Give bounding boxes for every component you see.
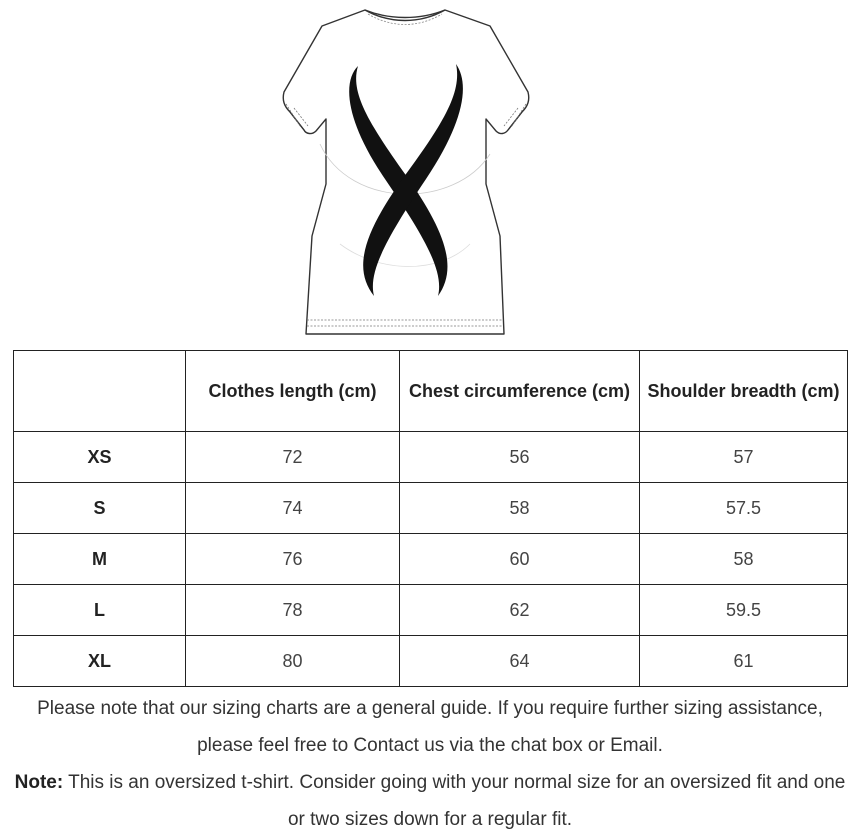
- chest-value: 56: [400, 432, 640, 483]
- size-label: L: [14, 585, 186, 636]
- table-row: [14, 432, 848, 483]
- table-row: [14, 483, 848, 534]
- table-header-row: [14, 351, 848, 432]
- header-shoulder-breadth: Shoulder breadth (cm): [640, 351, 848, 432]
- size-label: XL: [14, 636, 186, 687]
- shoulder-value: 57: [640, 432, 848, 483]
- header-size: [14, 351, 186, 432]
- size-label: M: [14, 534, 186, 585]
- header-clothes-length: Clothes length (cm): [186, 351, 400, 432]
- chest-value: 58: [400, 483, 640, 534]
- shoulder-value: 61: [640, 636, 848, 687]
- shoulder-value: 58: [640, 534, 848, 585]
- t-shirt-back-icon: [240, 4, 570, 344]
- table-row: [14, 585, 848, 636]
- general-sizing-note: Please note that our sizing charts are a general guide. If you require further sizing assistance, please feel free to Contact us via the chat box or Email.: [37, 698, 823, 756]
- note-label: Note:: [14, 772, 64, 793]
- shoulder-value: 59.5: [640, 585, 848, 636]
- shoulder-value: 57.5: [640, 483, 848, 534]
- clothes-length-value: 72: [186, 432, 400, 483]
- chest-value: 62: [400, 585, 640, 636]
- header-chest-circumference: Chest circumference (cm): [400, 351, 640, 432]
- note-text: This is an oversized t-shirt. Consider going with your normal size for an oversized fit and one or two sizes down for a regular fit.: [63, 772, 846, 830]
- table-row: [14, 636, 848, 687]
- clothes-length-value: 74: [186, 483, 400, 534]
- table-row: [14, 534, 848, 585]
- oversized-note: [13, 764, 847, 838]
- size-label: XS: [14, 432, 186, 483]
- sizing-notes: [13, 690, 847, 838]
- size-chart-table: [13, 350, 848, 687]
- size-label: S: [14, 483, 186, 534]
- t-shirt-illustration: [240, 4, 570, 344]
- clothes-length-value: 78: [186, 585, 400, 636]
- clothes-length-value: 80: [186, 636, 400, 687]
- chest-value: 64: [400, 636, 640, 687]
- chest-value: 60: [400, 534, 640, 585]
- clothes-length-value: 76: [186, 534, 400, 585]
